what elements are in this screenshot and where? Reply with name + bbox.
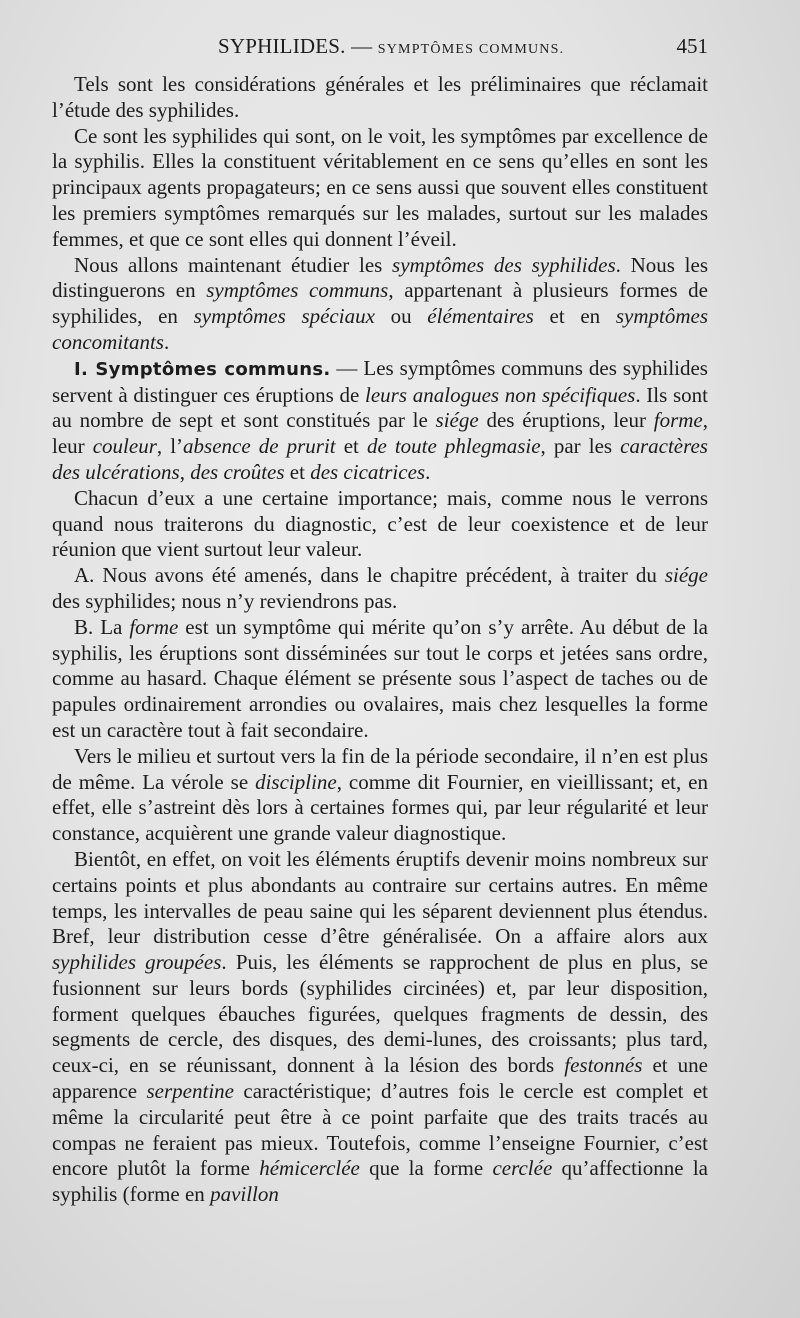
paragraph-2: Ce sont les syphilides qui sont, on le voit, les symptômes par excellence de la syphilis. Elles la constituent véritablement en ce sens qu’elles en sont les principaux agents propagateurs; en ce sens aussi que souvent elles constituent les premiers symptômes remarqués sur les malades, surtout sur les malades femmes, et que ce sont elles qui donnent l’éveil. [52, 123, 708, 251]
page-number: 451 [676, 34, 708, 58]
paragraph-8: Vers le milieu et surtout vers la fin de la période secondaire, il n’en est plus de même. La vérole se discipline, comme dit Fournier, en vieillissant; et, en effet, elle s’astreint dès lors à certaines formes qui, par leur régularité et leur constance, acquièrent une grande valeur diagnostique. [52, 743, 708, 846]
paragraph-1: Tels sont les considérations générales et les préliminaires que réclamait l’étude des syphilides. [52, 72, 708, 122]
paragraph-5: Chacun d’eux a une certaine importance; mais, comme nous le verrons quand nous traiterons du diagnostic, c’est de leur coexistence et de leur réunion que vient surtout leur valeur. [52, 485, 708, 562]
running-header [52, 34, 708, 64]
paragraph-6: A. Nous avons été amenés, dans le chapitre précédent, à traiter du siége des syphilides; nous n’y reviendrons pas. [52, 563, 708, 613]
header-title: SYPHILIDES. — SYMPTÔMES COMMUNS. [218, 34, 565, 58]
paragraph-4-section-heading: I. Symptômes communs. — Les symptômes communs des syphilides servent à distinguer ces éruptions de leurs analogues non spécifiques. Ils sont au nombre de sept et sont constitués par le siége des éruptions, leur forme, leur couleur, l’absence de prurit et de toute phlegmasie, par les caractères des ulcérations, des croûtes et des cicatrices. [52, 355, 708, 484]
body-text [52, 72, 708, 1208]
paragraph-7: B. La forme est un symptôme qui mérite qu’on s’y arrête. Au début de la syphilis, les éruptions sont disséminées sur tout le corps et jetées sans ordre, comme au hasard. Chaque élément se présente sous l’aspect de taches ou de papules ordinairement arrondies ou ovalaires, mais chez lesquelles la forme est un caractère tout à fait secondaire. [52, 614, 708, 742]
section-heading: I. Symptômes communs. [74, 358, 331, 380]
paragraph-9: Bientôt, en effet, on voit les éléments éruptifs devenir moins nombreux sur certains points et plus abondants au contraire sur certains autres. En même temps, les intervalles de peau saine qui les séparent deviennent plus étendus. Bref, leur distribution cesse d’être généralisée. On a affaire alors aux syphilides groupées. Puis, les éléments se rapprochent de plus en plus, se fusionnent sur leurs bords (syphilides circinées) et, par leur disposition, forment quelques ébauches figurées, quelques fragments de dessin, des segments de cercle, des disques, des demi-lunes, des croissants; plus tard, ceux-ci, en se réunissant, donnent à la lésion des bords festonnés et une apparence serpentine caractéristique; d’autres fois le cercle est complet et même la circularité peut être à ce point parfaite que des traits tracés au compas ne feraient pas mieux. Toutefois, comme l’enseigne Fournier, c’est encore plutôt la forme hémicerclée que la forme cerclée qu’affectionne la syphilis (forme en pavillon [52, 846, 709, 1207]
paragraph-3: Nous allons maintenant étudier les symptômes des syphilides. Nous les distinguerons en symptômes communs, appartenant à plusieurs formes de syphilides, en symptômes spéciaux ou élémentaires et en symptômes concomitants. [52, 252, 709, 354]
